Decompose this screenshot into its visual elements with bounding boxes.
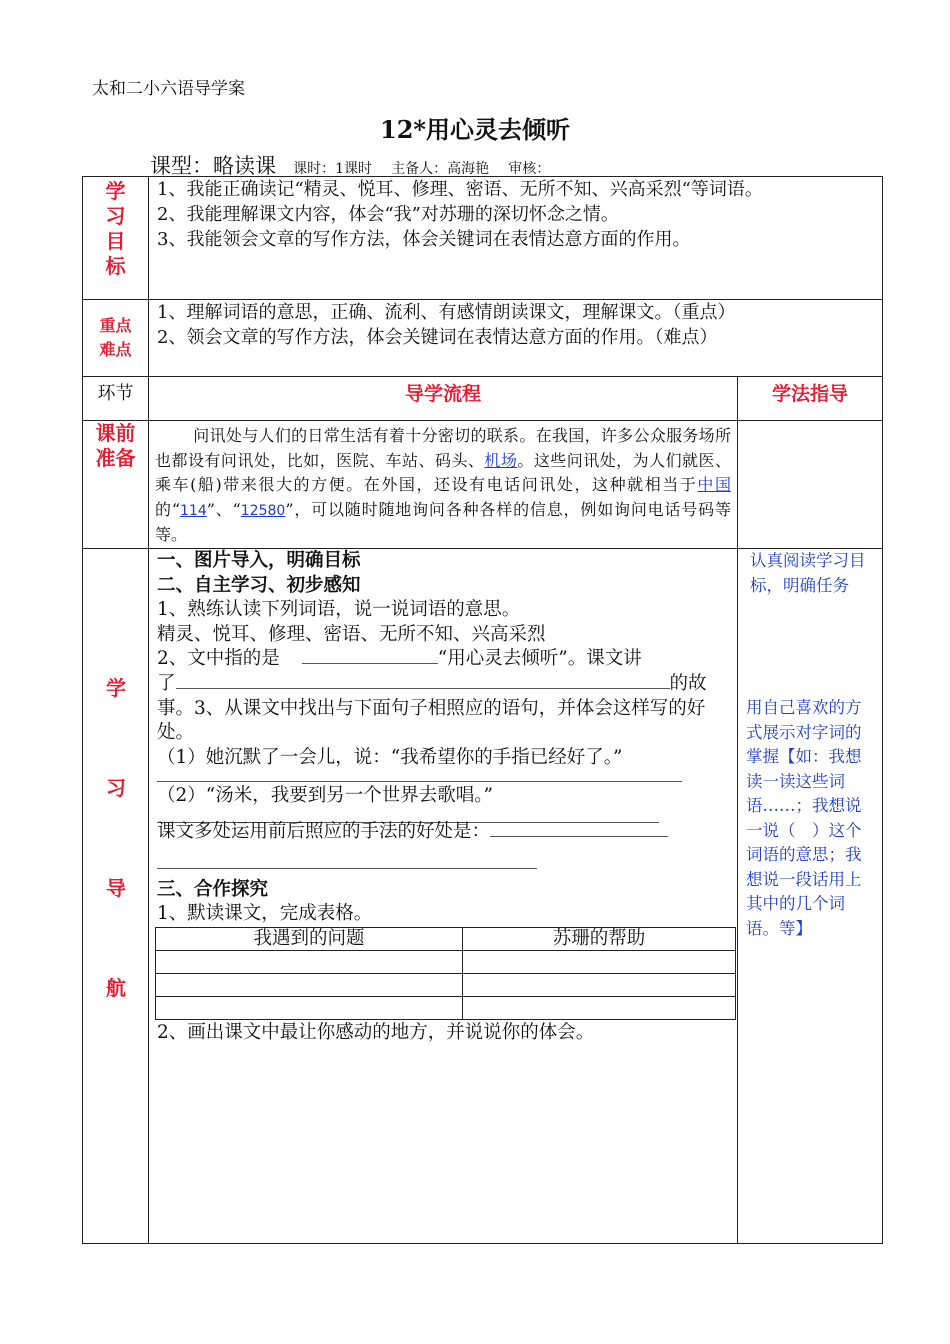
question-2-text: 2、文中指的是 [157,648,280,670]
prep-text: ”、“ [206,499,241,519]
keypoints-row [83,300,883,377]
goals-label-char: 标 [105,254,126,278]
lesson-type: 课型：略读课 [150,154,276,178]
answer-line[interactable] [157,780,682,782]
problem-column-header: 我遇到的问题 [156,927,463,950]
benefit-question [157,820,733,845]
help-table [155,927,736,1020]
study-label [83,549,149,1244]
document-header: 太和二小六语导学案 [92,79,245,99]
study-label-char: 导 [106,876,126,900]
keypoint-item: 2、领会文章的写作方法，体会关键词在表情达意方面的作用。（难点） [157,327,718,348]
airport-link[interactable]: 机场 [484,450,518,470]
question-2-text: 的故 [669,672,707,694]
word-list: 精灵、悦耳、修理、密语、无所不知、兴高采烈 [157,623,546,645]
question-1: 1、熟练认读下列词语，说一说词语的意思。 [157,599,521,621]
help-column-header: 苏珊的帮助 [463,927,736,950]
stage-header: 环节 [83,377,149,421]
study-row [83,549,883,1244]
hotline-114-link[interactable]: 114 [180,502,207,519]
question-2-text: 了 [157,672,176,694]
section-picture-intro: 一、图片导入，明确目标 [157,550,361,571]
prep-label [83,421,149,549]
table-cell[interactable] [156,973,463,996]
study-label-char: 学 [106,676,126,700]
table-cell[interactable] [463,973,736,996]
keypoints-label-line: 难点 [99,340,132,359]
study-label-char: 航 [106,976,126,1000]
goal-item: 3、我能领会文章的写作方法，体会关键词在表情达意方面的作用。 [157,229,691,250]
prep-method-cell [738,421,883,549]
guide-show-words: 用自己喜欢的方式展示对字词的掌握【如：我想读一读这些词语……；我想说一说（ ）这个词语的意思；我想说一段话用上其中的几个词语。等】 [746,698,862,938]
answer-line[interactable] [157,867,537,869]
study-method-cell [738,549,883,1244]
answer-blank[interactable] [176,687,670,689]
table-cell[interactable] [156,996,463,1019]
keypoints-label-line: 重点 [99,316,132,335]
goals-label-char: 学 [105,179,126,203]
quote-1: （1）她沉默了一会儿，说：“我希望你的手指已经好了。” [157,746,623,768]
section-header-row [83,377,883,421]
prep-text: ”，可以随时随地询问各种各样的信息，例如询问电话号码等等。 [155,499,731,544]
question-2-text: “用心灵去倾听”。课文讲 [437,648,642,670]
section-cooperation: 三、合作探究 [157,878,269,900]
prep-label-line: 准备 [95,446,136,470]
guide-read-goals: 认真阅读学习目标，明确任务 [750,551,866,595]
keypoint-item: 1、理解词语的意思，正确、流利、有感情朗读课文，理解课文。（重点） [157,302,736,323]
table-cell[interactable] [463,996,736,1019]
question-2-line [157,647,733,672]
answer-blank[interactable] [490,835,668,837]
page-title: 12*用心灵去倾听 [380,115,570,144]
table-cell[interactable] [463,950,736,973]
lesson-preparer: 主备人：高海艳 [391,161,490,177]
lesson-review: 审核： [508,161,551,177]
goal-item: 2、我能理解课文内容，体会“我”对苏珊的深切怀念之情。 [157,204,619,225]
goals-row [83,177,883,300]
prep-text: 。这些问讯处，为人们就医、乘车(船)带来很大的方便。在外国，还设有电话问讯处，这种就相当于 [155,450,731,494]
study-label-char: 习 [106,776,126,800]
task-1: 1、默读课文，完成表格。 [157,903,373,925]
hotline-12580-link[interactable]: 12580 [240,502,286,519]
prep-content [149,421,738,549]
study-content [149,549,738,1244]
section-self-study: 二、自主学习、初步感知 [157,574,361,596]
goals-label [83,177,149,300]
goals-label-char: 习 [105,204,126,228]
quote-2: （2）“汤米，我要到另一个世界去歌唱。” [157,785,493,807]
china-link[interactable]: 中国 [697,475,731,494]
goal-item: 1、我能正确读记“精灵、悦耳、修理、密语、无所不知、兴高采烈“等词语。 [157,179,763,200]
method-header: 学法指导 [738,377,883,421]
answer-blank[interactable] [302,662,438,664]
prep-text: 的“ [155,499,181,519]
lesson-plan-table [82,176,883,1244]
task-2: 2、画出课文中最让你感动的地方，并说说你的体会。 [157,1021,595,1043]
keypoints-label [83,300,149,377]
prep-text: 问讯处与人们的日常生活有着十分密切的联系。在我国，许多公众服务场所也都设有问讯处，比如，医院、车站、码头、 [155,426,731,470]
question-2-line [157,672,733,697]
prep-label-line: 课前 [95,421,136,445]
keypoints-content [149,300,883,377]
goals-content [149,177,883,300]
benefit-text: 课文多处运用前后照应的手法的好处是： [157,820,491,842]
table-cell[interactable] [156,950,463,973]
question-3: 事。3、从课文中找出与下面句子相照应的语句，并体会这样写的好处。 [157,697,706,744]
lesson-hours: 课时：1课时 [293,161,373,177]
flow-header: 导学流程 [149,377,738,421]
prep-row [83,421,883,549]
goals-label-char: 目 [105,229,126,253]
